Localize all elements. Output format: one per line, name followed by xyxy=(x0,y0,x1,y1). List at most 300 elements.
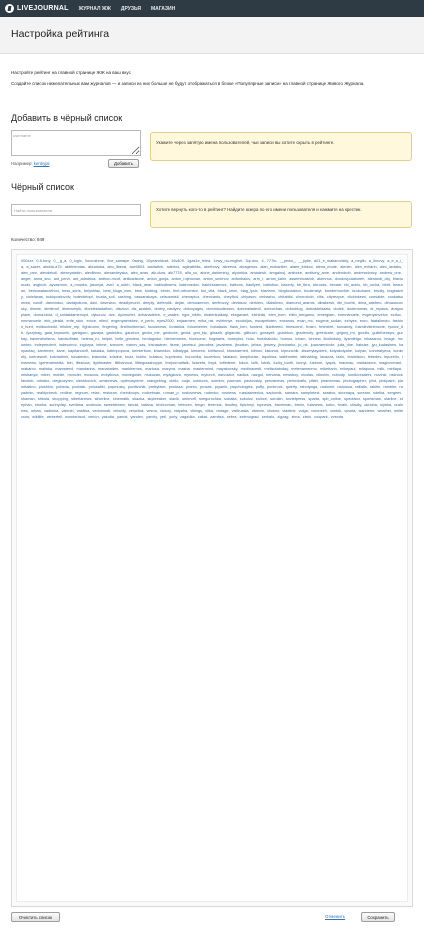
blacklist-entry[interactable]: odnako, xyxy=(36,379,51,384)
cancel-link[interactable]: Отменить xyxy=(325,914,346,919)
blacklist-entry[interactable]: smirnoff, xyxy=(182,397,197,402)
blacklist-entry[interactable]: arm_l, xyxy=(253,277,264,282)
blacklist-entry[interactable]: gala_knysonik, xyxy=(44,331,71,336)
blacklist-entry[interactable]: anticadsone, xyxy=(123,277,146,282)
blacklist-entry[interactable]: konkrety, xyxy=(21,349,403,360)
blacklist-entry[interactable]: bugbatchy, xyxy=(21,289,404,300)
blacklist-entry[interactable]: sorokin, xyxy=(270,397,284,402)
blacklist-entry[interactable]: 3ql-dou, xyxy=(245,259,260,263)
blacklist-entry[interactable]: xenon, xyxy=(88,415,100,420)
blacklist-entry[interactable]: masha, xyxy=(178,367,191,372)
blacklist-entry[interactable]: pronto, xyxy=(185,385,198,390)
blacklist-entry[interactable]: __jqdie, xyxy=(298,259,312,263)
blacklist-entry[interactable]: medinavesti, xyxy=(240,367,263,372)
blacklist-entry[interactable]: chrorolcob, xyxy=(295,295,315,300)
blacklist-entry[interactable]: vitamin, xyxy=(251,409,265,414)
blacklist-entry[interactable]: cassanskaya, xyxy=(134,295,158,300)
blacklist-entry[interactable]: fowlerd, xyxy=(249,325,264,330)
blacklist-entry[interactable]: kortnewolf, xyxy=(29,355,48,360)
blacklist-entry[interactable]: 4, xyxy=(261,259,265,263)
blacklist-entry[interactable]: ozenlov, xyxy=(211,379,226,384)
blacklist-entry[interactable]: kondratyeva, xyxy=(369,349,392,354)
blacklist-entry[interactable]: eirk_pleiski, xyxy=(44,319,65,324)
blacklist-entry[interactable]: lazio, xyxy=(336,355,346,360)
blacklist-entry[interactable]: 0sang, xyxy=(132,259,144,263)
blacklist-entry[interactable]: vidyaha, xyxy=(173,409,189,414)
blacklist-entry[interactable]: dominicodeosov, xyxy=(206,307,235,312)
blacklist-entry[interactable]: lilithanova, xyxy=(114,361,133,366)
blacklist-entry[interactable]: cashing, xyxy=(117,295,133,300)
blacklist-entry[interactable]: bb_acelu, xyxy=(344,283,362,288)
blacklist-entry[interactable]: dvs, xyxy=(108,313,116,318)
blacklist-entry[interactable]: restoran, xyxy=(102,391,118,396)
blacklist-entry[interactable]: fightcumn, xyxy=(82,325,101,330)
blacklist-entry[interactable]: abbtriendas, xyxy=(64,265,86,270)
blacklist-entry[interactable]: livejournaltalk, xyxy=(165,361,190,366)
blacklist-entry[interactable]: mastermind, xyxy=(193,367,215,372)
blacklist-entry[interactable]: grigory_mt, xyxy=(336,331,356,336)
blacklist-entry[interactable]: fyzzybag, xyxy=(26,331,43,336)
blacklist-entry[interactable]: davi, xyxy=(90,301,99,306)
blacklist-entry[interactable]: kanpaclaq, xyxy=(21,343,404,354)
blacklist-entry[interactable]: sdelka, xyxy=(373,391,386,396)
blacklist-entry[interactable]: dodenomas, xyxy=(347,307,369,312)
blacklist-entry[interactable]: popmusiq, xyxy=(107,385,126,390)
blacklist-entry[interactable]: kirillwood, xyxy=(207,349,225,354)
blacklist-entry[interactable]: shopping, xyxy=(52,397,69,402)
blacklist-entry[interactable]: alex_lavtaks, xyxy=(379,265,403,270)
blacklist-entry[interactable]: irishawiner, xyxy=(148,343,168,348)
blacklist-entry[interactable]: vilka, xyxy=(205,409,214,414)
blacklist-entry[interactable]: a_mowka, xyxy=(70,283,88,288)
blacklist-entry[interactable]: lifeshow, xyxy=(75,361,91,366)
blacklist-entry[interactable]: lucky_tooth, xyxy=(273,361,295,366)
blacklist-entry[interactable]: zarnitsa, xyxy=(210,415,225,420)
blacklist-entry[interactable]: jasonbra, xyxy=(198,343,215,348)
blacklist-entry[interactable]: dinecsmyik, xyxy=(61,307,83,312)
blacklist-entry[interactable]: motylkova, xyxy=(101,373,120,378)
blacklist-entry[interactable]: rheinkoops, xyxy=(120,391,141,396)
blacklist-entry[interactable]: blogbrotation, xyxy=(278,289,302,294)
blacklist-entry[interactable]: amadesh, xyxy=(250,271,268,276)
blacklist-entry[interactable]: abradoka, xyxy=(88,265,106,270)
blacklist-entry[interactable]: bbw, xyxy=(134,289,143,294)
blacklist-entry[interactable]: urban, xyxy=(31,409,42,414)
blacklist-entry[interactable]: ezhyes, xyxy=(344,319,358,324)
blacklist-entry[interactable]: macmac, xyxy=(338,361,355,366)
blacklist-entry[interactable]: ant_penn, xyxy=(53,277,71,282)
blacklist-entry[interactable]: spb_online, xyxy=(322,397,343,402)
blacklist-entry[interactable]: anna_sno, xyxy=(33,277,52,282)
blacklist-entry[interactable]: ivanove, xyxy=(109,343,125,348)
blacklist-entry[interactable]: ellen_bergamo, xyxy=(288,313,316,318)
blacklist-entry[interactable]: topnews, xyxy=(257,403,273,408)
blacklist-entry[interactable]: vadimka, xyxy=(44,409,60,414)
blacklist-entry[interactable]: fyodor_ltb, xyxy=(21,325,403,336)
blacklist-entry[interactable]: nikishin, xyxy=(316,373,331,378)
blacklist-entry[interactable]: pobeda, xyxy=(56,385,70,390)
blacklist-entry[interactable]: sweetdream, xyxy=(103,403,126,408)
blacklist-entry[interactable]: alk7778, xyxy=(168,271,183,276)
blacklist-entry[interactable]: ciolzfaxas, xyxy=(25,295,44,300)
blacklist-entry[interactable]: bablodeserw, xyxy=(154,283,178,288)
blacklist-entry[interactable]: 0_logic, xyxy=(69,259,83,263)
blacklist-entry[interactable]: pozitivchik, xyxy=(127,385,147,390)
blacklist-entry[interactable]: relax, xyxy=(91,391,101,396)
blacklist-entry[interactable]: fusmlevkintmovie, xyxy=(355,325,386,330)
blacklist-entry[interactable]: ilysmfelgo, xyxy=(343,337,363,342)
blacklist-entry[interactable]: lizaveta, xyxy=(192,361,207,366)
blacklist-entry[interactable]: bondermovkie, xyxy=(324,289,350,294)
blacklist-entry[interactable]: davewoo, xyxy=(100,301,117,306)
blacklist-entry[interactable]: anthon-mcuf, xyxy=(98,277,122,282)
blacklist-entry[interactable]: kuprienko, xyxy=(165,355,184,360)
blacklist-entry[interactable]: gillbuch, xyxy=(243,331,258,336)
blacklist-entry[interactable]: lamphouse, xyxy=(239,355,260,360)
blacklist-entry[interactable]: itsme, xyxy=(169,343,181,348)
blacklist-entry[interactable]: mikebarin, xyxy=(320,367,338,372)
blacklist-entry[interactable]: planetakino, xyxy=(21,379,403,390)
blacklist-entry[interactable]: yakutia, xyxy=(101,415,115,420)
blacklist-entry[interactable]: basilyen, xyxy=(246,283,262,288)
blacklist-entry[interactable]: derfenzzy, xyxy=(211,301,230,306)
blacklist-entry[interactable]: kimorea, xyxy=(191,349,206,354)
blacklist-entry[interactable]: photographer, xyxy=(343,379,367,384)
blacklist-entry[interactable]: firstfrontiemsd, xyxy=(120,325,146,330)
blacklist-entry[interactable]: a_neglin, xyxy=(351,259,367,263)
blacklist-entry[interactable]: erika_rat, xyxy=(198,319,215,324)
blacklist-entry[interactable]: lavazza, xyxy=(320,355,335,360)
blacklist-entry[interactable]: bint-rotrochsor, xyxy=(173,289,199,294)
blacklist-entry[interactable]: baxerty, xyxy=(281,283,295,288)
blacklist-entry[interactable]: jebsa, xyxy=(251,343,262,348)
blacklist-entry[interactable]: vintage, xyxy=(216,409,230,414)
blacklist-entry[interactable]: nazgul, xyxy=(251,373,264,378)
blacklist-entry[interactable]: dejan, xyxy=(174,301,186,306)
blacklist-entry[interactable]: sampletext, xyxy=(300,391,321,396)
blacklist-entry[interactable]: cutoff, xyxy=(33,301,44,306)
blacklist-entry[interactable]: andrewdorizy, xyxy=(353,271,378,276)
blacklist-entry[interactable]: vasilisa, xyxy=(76,409,91,414)
blacklist-entry[interactable]: funcandy, xyxy=(336,325,354,330)
blacklist-entry[interactable]: jyu_kudashew, xyxy=(371,343,397,348)
blacklist-entry[interactable]: helpbl, xyxy=(101,337,114,342)
blacklist-entry[interactable]: blag_lysix, xyxy=(240,289,259,294)
blacklist-entry[interactable]: radiomir, xyxy=(320,385,336,390)
blacklist-entry[interactable]: bess_sorts, xyxy=(62,289,82,294)
blacklist-entry[interactable]: elen_bom, xyxy=(268,313,287,318)
blacklist-scroll-area[interactable] xyxy=(16,254,408,902)
clear-list-button[interactable]: Очистить список xyxy=(11,912,60,922)
blacklist-entry[interactable]: vysota, xyxy=(344,409,357,414)
blacklist-entry[interactable]: sadovnik, xyxy=(266,391,283,396)
blacklist-entry[interactable]: alexdekoll, xyxy=(40,271,59,276)
blacklist-entry[interactable]: fotowheeler, xyxy=(187,325,209,330)
blacklist-entry[interactable]: intime, xyxy=(96,343,108,348)
blacklist-entry[interactable]: prozak, xyxy=(199,385,213,390)
blacklist-entry[interactable]: egor_nikitn, xyxy=(182,313,202,318)
blacklist-entry[interactable]: phantomas, xyxy=(320,379,341,384)
blacklist-entry[interactable]: ouija, xyxy=(181,379,191,384)
blacklist-entry[interactable]: littlegrasshoppe, xyxy=(135,361,164,366)
blacklist-entry[interactable]: telecom, xyxy=(178,403,193,408)
blacklist-entry[interactable]: akreeva, xyxy=(222,265,238,270)
blacklist-entry[interactable]: shkola, xyxy=(37,397,51,402)
blacklist-entry[interactable]: stephan, xyxy=(21,397,403,408)
blacklist-entry[interactable]: scream, xyxy=(357,391,371,396)
blacklist-entry[interactable]: volga, xyxy=(298,409,309,414)
blacklist-entry[interactable]: timofey, xyxy=(224,403,238,408)
blacklist-entry[interactable]: pflatt, xyxy=(309,379,319,384)
blacklist-entry[interactable]: indexomoi, xyxy=(58,343,78,348)
blacklist-entry[interactable]: krasnota, xyxy=(91,355,108,360)
blacklist-entry[interactable]: realitycheck, xyxy=(36,391,59,396)
blacklist-entry[interactable]: sovietpress, xyxy=(285,397,307,402)
blacklist-entry[interactable]: gilgarotic, xyxy=(225,331,242,336)
blacklist-entry[interactable]: pacman, xyxy=(227,379,242,384)
blacklist-entry[interactable]: bookmstyl, xyxy=(304,289,323,294)
blacklist-entry[interactable]: hardsoftrate, xyxy=(57,337,80,342)
blacklist-entry[interactable]: mikepaul, xyxy=(340,367,357,372)
blacklist-entry[interactable]: solnce, xyxy=(255,397,268,402)
blacklist-entry[interactable]: myagkova, xyxy=(163,373,182,378)
blacklist-entry[interactable]: latinablog, xyxy=(300,355,318,360)
blacklist-entry[interactable]: anton_rujenovan, xyxy=(171,277,202,282)
blacklist-entry[interactable]: celsusmisil, xyxy=(159,295,180,300)
nav-item-journal[interactable]: ЖУРНАЛ ЖЖ xyxy=(78,5,111,12)
blacklist-entry[interactable]: dartapotuna, xyxy=(66,301,88,306)
blacklist-entry[interactable]: naulka, xyxy=(237,373,250,378)
blacklist-entry[interactable]: alex_avas, xyxy=(130,271,150,276)
blacklist-entry[interactable]: svetlana, xyxy=(68,403,85,408)
blacklist-entry[interactable]: a01_e_makarovskiy, xyxy=(314,259,350,263)
blacklist-entry[interactable]: 0-9-tony, xyxy=(36,259,52,263)
blacklist-entry[interactable]: ulybka, xyxy=(380,403,393,408)
blacklist-entry[interactable]: kapitanoloff, xyxy=(68,349,89,354)
blacklist-entry[interactable]: whitecrow, xyxy=(21,409,404,420)
blacklist-entry[interactable]: aleagenus, xyxy=(239,265,259,270)
blacklist-entry[interactable]: haverwhelsma, xyxy=(29,337,56,342)
blacklist-entry[interactable]: lapuhina, xyxy=(261,355,278,360)
blacklist-entry[interactable]: shaman, xyxy=(21,397,36,402)
blacklist-entry[interactable]: khamidov, xyxy=(153,349,171,354)
blacklist-entry[interactable]: 16v409, xyxy=(171,259,185,263)
blacklist-entry[interactable]: sparta, xyxy=(308,397,321,402)
blacklist-entry[interactable]: mandarina, xyxy=(76,367,96,372)
blacklist-entry[interactable]: avgbolx, xyxy=(33,283,48,288)
blacklist-entry[interactable]: dobrealiadevil, xyxy=(237,307,262,312)
blacklist-entry[interactable]: citis, xyxy=(317,295,325,300)
blacklist-entry[interactable]: kislorod, xyxy=(264,349,280,354)
blacklist-entry[interactable]: tanuki, xyxy=(127,403,140,408)
blacklist-entry[interactable]: yeti, xyxy=(159,415,168,420)
blacklist-entry[interactable]: clickinkewt, xyxy=(347,295,367,300)
blacklist-entry[interactable]: moscow, xyxy=(84,373,100,378)
blacklist-entry[interactable]: blaviumzav, xyxy=(21,277,403,288)
blacklist-entry[interactable]: sinematik, xyxy=(112,397,131,402)
blacklist-entry[interactable]: valenki, xyxy=(61,409,75,414)
blacklist-entry[interactable]: pryanik, xyxy=(214,385,229,390)
blacklist-entry[interactable]: klimov, xyxy=(251,349,263,354)
blacklist-entry[interactable]: siberianews, xyxy=(71,397,93,402)
blacklist-entry[interactable]: mytorch, xyxy=(201,373,216,378)
blacklist-entry[interactable]: gonayeit, xyxy=(259,331,276,336)
blacklist-entry[interactable]: alla_so, xyxy=(184,271,199,276)
blacklist-entry[interactable]: dr_myauw, xyxy=(370,307,389,312)
blacklist-entry[interactable]: fontanka, xyxy=(169,325,186,330)
blacklist-entry[interactable]: black_dear, xyxy=(132,283,153,288)
blacklist-entry[interactable]: foxtalacia, xyxy=(210,325,228,330)
blacklist-entry[interactable]: alaee_fobkov, xyxy=(289,265,314,270)
blacklist-entry[interactable]: chenapiuz, xyxy=(181,295,201,300)
blacklist-entry[interactable]: evgenyshvelov, xyxy=(362,313,389,318)
blacklist-entry[interactable]: alyonkka, xyxy=(231,271,249,276)
blacklist-entry[interactable]: alexeyalekin, xyxy=(60,271,83,276)
blacklist-entry[interactable]: jasonya, xyxy=(89,283,105,288)
blacklist-entry[interactable]: balkcos, xyxy=(229,283,244,288)
blacklist-entry[interactable]: ekateriinakaty, xyxy=(204,313,229,318)
blacklist-entry[interactable]: mariabaden, xyxy=(97,367,120,372)
blacklist-entry[interactable]: 10yearoldcat, xyxy=(146,259,170,263)
blacklist-entry[interactable]: black_orion, xyxy=(217,289,239,294)
blacklist-entry[interactable]: mynews, xyxy=(183,373,200,378)
blacklist-entry[interactable]: julia_doe, xyxy=(337,343,355,348)
blacklist-entry[interactable]: lunnyi, xyxy=(296,361,308,366)
blacklist-entry[interactable]: plushkin, xyxy=(38,385,54,390)
blacklist-entry[interactable]: lich, xyxy=(66,361,74,366)
blacklist-entry[interactable]: jersery, xyxy=(263,343,277,348)
blacklist-entry[interactable]: yamal, xyxy=(117,415,129,420)
blacklist-entry[interactable]: yarcity, xyxy=(146,415,158,420)
blacklist-entry[interactable]: winterfell, xyxy=(46,415,63,420)
blacklist-entry[interactable]: evilrinnye, xyxy=(216,319,234,324)
blacklist-entry[interactable]: chhabibi, xyxy=(278,295,294,300)
blacklist-entry[interactable]: moncler, xyxy=(67,373,83,378)
blacklist-entry[interactable]: alenim, xyxy=(340,265,353,270)
blacklist-entry[interactable]: dvudovpoiaboreh, xyxy=(334,277,366,282)
blacklist-entry[interactable]: felsher_mp, xyxy=(60,325,81,330)
blacklist-entry[interactable]: redline, xyxy=(60,391,73,396)
blacklist-entry[interactable]: kolyan, xyxy=(355,349,368,354)
blacklist-entry[interactable]: kitosharmed, xyxy=(226,349,249,354)
blacklist-entry[interactable]: gadvideo, xyxy=(106,331,123,336)
blacklist-entry[interactable]: rakitin, xyxy=(369,385,382,390)
blacklist-entry[interactable]: magicnomad, xyxy=(378,361,403,366)
blacklist-entry[interactable]: rostovnews, xyxy=(181,391,203,396)
blacklist-entry[interactable]: bbrit, xyxy=(382,283,391,288)
blacklist-entry[interactable]: elchiniki, xyxy=(251,313,267,318)
blacklist-entry[interactable]: gilrazik, xyxy=(209,331,223,336)
blacklist-entry[interactable]: deadlymorin, xyxy=(118,301,141,306)
blacklist-entry[interactable]: arrow_kalm, xyxy=(266,277,288,282)
blacklist-entry[interactable]: vostok, xyxy=(329,409,343,414)
blacklist-entry[interactable]: eroce, xyxy=(86,319,98,324)
blacklist-entry[interactable]: trenin, xyxy=(294,403,306,408)
blacklist-entry[interactable]: bio_vita, xyxy=(201,289,216,294)
blacklist-entry[interactable]: antiorse, xyxy=(288,271,303,276)
blacklist-entry[interactable]: best_blogs_vom, xyxy=(103,289,133,294)
blacklist-entry[interactable]: geoboxtr, xyxy=(162,331,179,336)
blacklist-entry[interactable]: saratov, xyxy=(322,391,337,396)
blacklist-entry[interactable]: cityrezyce, xyxy=(326,295,346,300)
blacklist-entry[interactable]: enfe_stun, xyxy=(66,319,85,324)
blacklist-entry[interactable]: andendrob, xyxy=(332,271,352,276)
blacklist-entry[interactable]: hogwarts, xyxy=(208,337,226,342)
blacklist-entry[interactable]: helle_gmoleur, xyxy=(115,337,141,342)
blacklist-entry[interactable]: gecko_me, xyxy=(141,331,161,336)
blacklist-entry[interactable]: sokolov, xyxy=(239,397,254,402)
blacklist-entry[interactable]: jo_nk, xyxy=(298,343,309,348)
blacklist-entry[interactable]: deeply, xyxy=(142,301,156,306)
blacklist-entry[interactable]: zima, xyxy=(291,415,301,420)
blacklist-entry[interactable]: outdoors, xyxy=(192,379,209,384)
nav-item-friends[interactable]: ДРУЗЬЯ xyxy=(120,5,141,12)
blacklist-entry[interactable]: 1gas1e_felea, xyxy=(187,259,212,263)
blacklist-entry[interactable]: defendik, xyxy=(157,301,173,306)
blacklist-entry[interactable]: rambler, xyxy=(383,385,398,390)
blacklist-entry[interactable]: enemanuele, xyxy=(337,313,361,318)
blacklist-entry[interactable]: raifaifa, xyxy=(355,385,368,390)
blacklist-entry[interactable]: diamond_aramis, xyxy=(285,301,316,306)
blacklist-entry[interactable]: mayakovsky, xyxy=(216,367,239,372)
blacklist-entry[interactable]: abu_liberal, xyxy=(107,265,128,270)
blacklist-entry[interactable]: eugene_sodan, xyxy=(315,319,343,324)
blacklist-entry[interactable]: kasiaka, xyxy=(90,349,105,354)
blacklist-entry[interactable]: tulanews, xyxy=(307,403,324,408)
blacklist-entry[interactable]: bbrocks, xyxy=(313,283,328,288)
blacklist-entry[interactable]: gazaya, xyxy=(90,331,105,336)
blacklist-entry[interactable]: kissmylayolent, xyxy=(301,349,328,354)
blacklist-entry[interactable]: zakat, xyxy=(197,415,209,420)
blacklist-entry[interactable]: zebra, xyxy=(226,415,238,420)
blacklist-entry[interactable]: jbcotton, xyxy=(234,343,250,348)
blacklist-entry[interactable]: nervana, xyxy=(266,373,281,378)
blacklist-entry[interactable]: lokon, xyxy=(238,361,250,366)
blacklist-entry[interactable]: din_buchb, xyxy=(337,301,356,306)
blacklist-entry[interactable]: e_vaalex, xyxy=(163,313,180,318)
blacklist-entry[interactable]: dimnie, xyxy=(29,307,43,312)
blacklist-entry[interactable]: dialsilewx, xyxy=(266,301,284,306)
blacklist-entry[interactable]: fingering, xyxy=(102,325,119,330)
blacklist-entry[interactable]: stroika, xyxy=(34,403,48,408)
blacklist-entry[interactable]: sbornaya, xyxy=(338,391,356,396)
blacklist-entry[interactable]: prodaza, xyxy=(168,385,184,390)
blacklist-entry[interactable]: genia, xyxy=(180,331,192,336)
blacklist-entry[interactable]: katrinpopova, xyxy=(107,349,131,354)
blacklist-entry[interactable]: tatiana, xyxy=(141,403,155,408)
blacklist-entry[interactable]: alex_ram, xyxy=(21,271,38,276)
blacklist-entry[interactable]: vikings, xyxy=(190,409,204,414)
blacklist-entry[interactable]: lolik, xyxy=(251,361,259,366)
blacklist-entry[interactable]: dimtimof, xyxy=(44,307,60,312)
blacklist-entry[interactable]: ezdoc, xyxy=(390,313,402,318)
blacklist-entry[interactable]: ukraina, xyxy=(364,403,378,408)
blacklist-entry[interactable]: alena_mode, xyxy=(315,265,338,270)
blacklist-entry[interactable]: rabotyaga, xyxy=(300,385,319,390)
blacklist-entry[interactable]: slavik, xyxy=(169,397,180,402)
blacklist-entry[interactable]: madazavra, xyxy=(356,361,377,366)
blacklist-entry[interactable]: __pewu_, xyxy=(279,259,297,263)
blacklist-entry[interactable]: kemlerbow, xyxy=(132,349,152,354)
blacklist-entry[interactable]: 0ocrushme, xyxy=(84,259,105,263)
blacklist-entry[interactable]: tvrain, xyxy=(337,403,349,408)
blacklist-entry[interactable]: devlasov, xyxy=(231,301,248,306)
blacklist-entry[interactable]: dibakersk, xyxy=(317,301,336,306)
blacklist-entry[interactable]: frosm, xyxy=(306,325,317,330)
blacklist-entry[interactable]: duma-bicia, xyxy=(33,313,54,318)
blacklist-entry[interactable]: 777tu, xyxy=(266,259,278,263)
blacklist-entry[interactable]: zigzag, xyxy=(277,415,290,420)
